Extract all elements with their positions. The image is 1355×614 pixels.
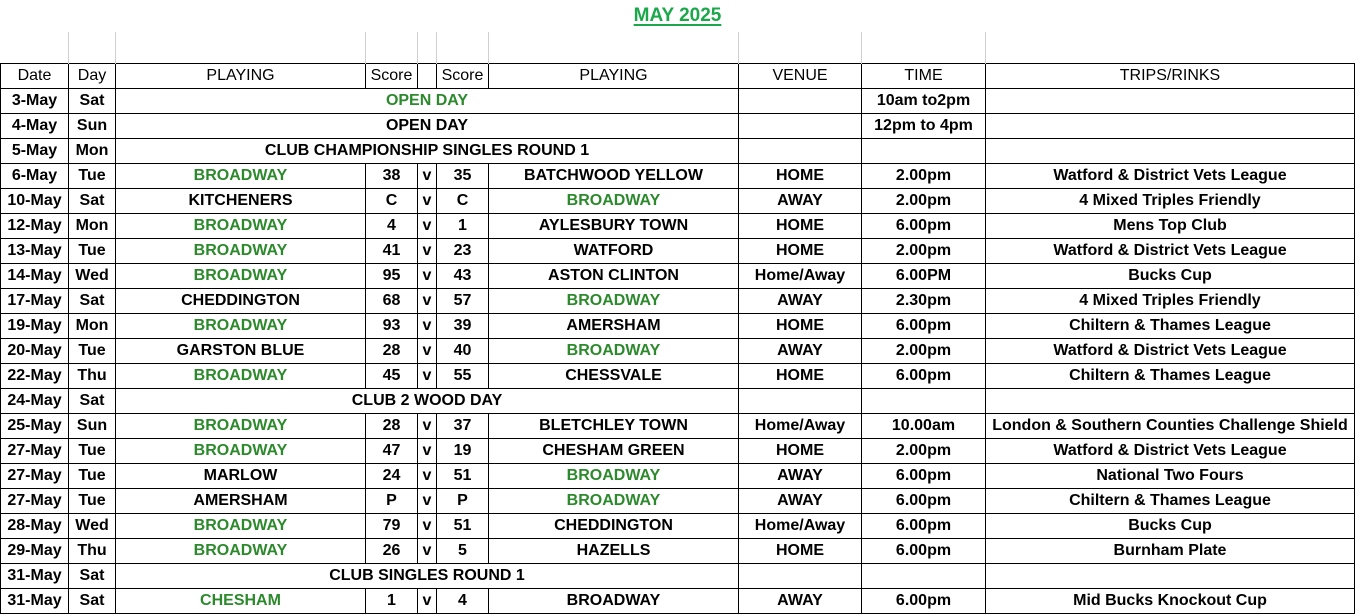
day-cell: Sat [69,188,116,213]
home-score: 45 [366,363,418,388]
home-score: 79 [366,513,418,538]
home-score: 28 [366,413,418,438]
trips-cell [986,88,1355,113]
venue-cell: AWAY [739,463,862,488]
event-label: OPEN DAY [116,113,739,138]
time-cell: 6.00pm [862,513,986,538]
versus: v [418,513,437,538]
away-team: BROADWAY [489,488,739,513]
date-cell: 22-May [1,363,69,388]
venue-cell [739,563,862,588]
day-cell: Sat [69,88,116,113]
fixtures-table [0,32,1355,614]
day-cell: Wed [69,513,116,538]
day-cell: Sun [69,413,116,438]
fixture-row [1,88,1355,113]
venue-cell [739,88,862,113]
event-label: OPEN DAY [116,88,739,113]
trips-cell [986,113,1355,138]
versus: v [418,538,437,563]
trips-cell: Watford & District Vets League [986,338,1355,363]
home-score: 24 [366,463,418,488]
home-score: 93 [366,313,418,338]
date-cell: 14-May [1,263,69,288]
date-cell: 24-May [1,388,69,413]
home-team: BROADWAY [116,163,366,188]
away-score: P [437,488,489,513]
venue-cell: HOME [739,538,862,563]
home-team: BROADWAY [116,538,366,563]
versus: v [418,238,437,263]
venue-cell: HOME [739,363,862,388]
trips-cell: Watford & District Vets League [986,438,1355,463]
trips-cell: 4 Mixed Triples Friendly [986,288,1355,313]
date-cell: 31-May [1,588,69,613]
away-team: BROADWAY [489,338,739,363]
home-score: 28 [366,338,418,363]
day-cell: Wed [69,263,116,288]
date-cell: 27-May [1,438,69,463]
date-cell: 28-May [1,513,69,538]
page-title [0,5,1355,27]
header-cell: PLAYING [489,63,739,88]
away-score: 19 [437,438,489,463]
venue-cell [739,138,862,163]
trips-cell: Burnham Plate [986,538,1355,563]
away-team: AMERSHAM [489,313,739,338]
away-score: 51 [437,463,489,488]
away-score: 23 [437,238,489,263]
versus: v [418,413,437,438]
time-cell: 6.00pm [862,588,986,613]
time-cell: 12pm to 4pm [862,113,986,138]
time-cell: 10.00am [862,413,986,438]
time-cell [862,388,986,413]
home-team: BROADWAY [116,238,366,263]
versus: v [418,438,437,463]
away-team: BROADWAY [489,188,739,213]
trips-cell: Chiltern & Thames League [986,363,1355,388]
home-team: CHEDDINGTON [116,288,366,313]
versus: v [418,263,437,288]
away-score: C [437,188,489,213]
away-score: 51 [437,513,489,538]
venue-cell: AWAY [739,338,862,363]
home-team: BROADWAY [116,313,366,338]
fixture-row [1,463,1355,488]
day-cell: Sat [69,588,116,613]
venue-cell: Home/Away [739,263,862,288]
day-cell: Tue [69,338,116,363]
time-cell: 10am to2pm [862,88,986,113]
trips-cell: Mens Top Club [986,213,1355,238]
trips-cell: Watford & District Vets League [986,163,1355,188]
header-cell: TRIPS/RINKS [986,63,1355,88]
home-score: 95 [366,263,418,288]
versus: v [418,363,437,388]
home-team: KITCHENERS [116,188,366,213]
away-team: WATFORD [489,238,739,263]
header-cell: Date [1,63,69,88]
time-cell [862,563,986,588]
date-cell: 5-May [1,138,69,163]
page-title-text: MAY 2025 [633,5,722,26]
trips-cell: Bucks Cup [986,513,1355,538]
day-cell: Mon [69,313,116,338]
home-team: BROADWAY [116,263,366,288]
away-score: 57 [437,288,489,313]
versus: v [418,463,437,488]
away-team: AYLESBURY TOWN [489,213,739,238]
fixture-row [1,238,1355,263]
date-cell: 20-May [1,338,69,363]
versus: v [418,488,437,513]
fixture-row [1,388,1355,413]
away-score: 55 [437,363,489,388]
time-cell: 6.00PM [862,263,986,288]
trips-cell: Mid Bucks Knockout Cup [986,588,1355,613]
venue-cell: AWAY [739,488,862,513]
away-team: BLETCHLEY TOWN [489,413,739,438]
away-score: 39 [437,313,489,338]
time-cell: 6.00pm [862,463,986,488]
time-cell: 6.00pm [862,213,986,238]
header-cell: TIME [862,63,986,88]
home-team: GARSTON BLUE [116,338,366,363]
time-cell: 6.00pm [862,313,986,338]
home-score: 41 [366,238,418,263]
time-cell: 6.00pm [862,538,986,563]
home-team: AMERSHAM [116,488,366,513]
time-cell: 2.00pm [862,163,986,188]
home-score: C [366,188,418,213]
home-score: 47 [366,438,418,463]
away-score: 35 [437,163,489,188]
time-cell: 2.00pm [862,238,986,263]
date-cell: 12-May [1,213,69,238]
fixture-row [1,438,1355,463]
date-cell: 25-May [1,413,69,438]
trips-cell: Bucks Cup [986,263,1355,288]
date-cell: 4-May [1,113,69,138]
away-team: CHESHAM GREEN [489,438,739,463]
day-cell: Mon [69,213,116,238]
time-cell: 2.00pm [862,438,986,463]
date-cell: 27-May [1,463,69,488]
trips-cell: National Two Fours [986,463,1355,488]
time-cell: 2.00pm [862,188,986,213]
home-score: P [366,488,418,513]
trips-cell: London & Southern Counties Challenge Shield [986,413,1355,438]
day-cell: Thu [69,538,116,563]
versus: v [418,188,437,213]
day-cell: Thu [69,363,116,388]
day-cell: Sat [69,288,116,313]
away-team: BROADWAY [489,588,739,613]
header-row [1,63,1355,88]
home-score: 1 [366,588,418,613]
home-team: MARLOW [116,463,366,488]
header-cell: VENUE [739,63,862,88]
home-score: 68 [366,288,418,313]
away-team: CHEDDINGTON [489,513,739,538]
home-team: BROADWAY [116,213,366,238]
day-cell: Mon [69,138,116,163]
day-cell: Sat [69,388,116,413]
versus: v [418,288,437,313]
versus: v [418,213,437,238]
home-score: 26 [366,538,418,563]
venue-cell: Home/Away [739,413,862,438]
home-score: 4 [366,213,418,238]
event-label: CLUB 2 WOOD DAY [116,388,739,413]
event-label: CLUB CHAMPIONSHIP SINGLES ROUND 1 [116,138,739,163]
venue-cell: AWAY [739,288,862,313]
away-team: BROADWAY [489,288,739,313]
time-cell: 2.00pm [862,338,986,363]
trips-cell [986,138,1355,163]
day-cell: Tue [69,438,116,463]
venue-cell: HOME [739,313,862,338]
away-score: 1 [437,213,489,238]
venue-cell: AWAY [739,588,862,613]
versus: v [418,588,437,613]
fixture-row [1,188,1355,213]
home-team: BROADWAY [116,513,366,538]
fixture-row [1,363,1355,388]
trips-cell: Chiltern & Thames League [986,488,1355,513]
fixture-row [1,538,1355,563]
home-team: CHESHAM [116,588,366,613]
date-cell: 17-May [1,288,69,313]
day-cell: Tue [69,463,116,488]
event-label: CLUB SINGLES ROUND 1 [116,563,739,588]
day-cell: Sat [69,563,116,588]
versus: v [418,338,437,363]
versus: v [418,163,437,188]
time-cell: 2.30pm [862,288,986,313]
home-team: BROADWAY [116,413,366,438]
venue-cell: HOME [739,238,862,263]
fixture-row [1,138,1355,163]
fixture-row [1,213,1355,238]
fixture-row [1,413,1355,438]
home-score: 38 [366,163,418,188]
time-cell: 6.00pm [862,488,986,513]
venue-cell: HOME [739,213,862,238]
day-cell: Sun [69,113,116,138]
away-team: HAZELLS [489,538,739,563]
venue-cell: HOME [739,438,862,463]
fixture-row [1,338,1355,363]
date-cell: 31-May [1,563,69,588]
date-cell: 29-May [1,538,69,563]
trips-cell: Chiltern & Thames League [986,313,1355,338]
trips-cell [986,563,1355,588]
venue-cell: AWAY [739,188,862,213]
away-team: BROADWAY [489,463,739,488]
venue-cell [739,388,862,413]
time-cell [862,138,986,163]
fixture-row [1,163,1355,188]
date-cell: 13-May [1,238,69,263]
away-score: 4 [437,588,489,613]
away-score: 43 [437,263,489,288]
day-cell: Tue [69,238,116,263]
away-score: 5 [437,538,489,563]
home-team: BROADWAY [116,363,366,388]
date-cell: 3-May [1,88,69,113]
fixture-row [1,588,1355,613]
fixture-row [1,263,1355,288]
away-score: 40 [437,338,489,363]
date-cell: 19-May [1,313,69,338]
trips-cell: Watford & District Vets League [986,238,1355,263]
versus: v [418,313,437,338]
header-cell [418,63,437,88]
away-score: 37 [437,413,489,438]
home-team: BROADWAY [116,438,366,463]
fixture-row [1,288,1355,313]
away-team: ASTON CLINTON [489,263,739,288]
header-cell: Score [437,63,489,88]
spacer-row [1,32,1355,63]
time-cell: 6.00pm [862,363,986,388]
trips-cell [986,388,1355,413]
venue-cell: Home/Away [739,513,862,538]
day-cell: Tue [69,163,116,188]
fixture-row [1,513,1355,538]
away-team: BATCHWOOD YELLOW [489,163,739,188]
fixture-row [1,563,1355,588]
venue-cell [739,113,862,138]
date-cell: 6-May [1,163,69,188]
header-cell: Score [366,63,418,88]
away-team: CHESSVALE [489,363,739,388]
fixture-row [1,113,1355,138]
date-cell: 10-May [1,188,69,213]
header-cell: PLAYING [116,63,366,88]
fixture-row [1,313,1355,338]
day-cell: Tue [69,488,116,513]
header-cell: Day [69,63,116,88]
fixture-row [1,488,1355,513]
trips-cell: 4 Mixed Triples Friendly [986,188,1355,213]
date-cell: 27-May [1,488,69,513]
venue-cell: HOME [739,163,862,188]
